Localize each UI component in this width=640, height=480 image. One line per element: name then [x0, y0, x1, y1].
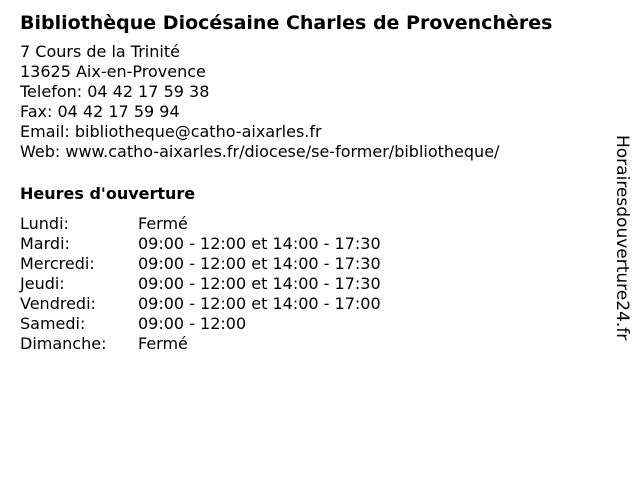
page-title: Bibliothèque Diocésaine Charles de Provenchères [20, 12, 553, 34]
day-label: Dimanche: [20, 334, 107, 353]
hours-row-wednesday [20, 254, 381, 274]
day-hours: 09:00 - 12:00 et 14:00 - 17:30 [138, 234, 381, 253]
address-city: 13625 Aix-en-Provence [20, 62, 206, 81]
address-street: 7 Cours de la Trinité [20, 42, 180, 61]
day-label: Mercredi: [20, 254, 95, 273]
day-hours: 09:00 - 12:00 et 14:00 - 17:00 [138, 294, 381, 313]
day-hours: 09:00 - 12:00 [138, 314, 247, 333]
day-label: Jeudi: [20, 274, 65, 293]
hours-row-monday [20, 214, 381, 234]
website-url: Web: www.catho-aixarles.fr/diocese/se-former/bibliotheque/ [20, 142, 500, 161]
hours-row-friday [20, 294, 381, 314]
opening-hours-card [20, 10, 610, 354]
contact-block [20, 42, 610, 162]
hours-table [20, 214, 381, 354]
day-hours: Fermé [138, 334, 188, 353]
day-hours: 09:00 - 12:00 et 14:00 - 17:30 [138, 254, 381, 273]
day-label: Vendredi: [20, 294, 96, 313]
day-label: Lundi: [20, 214, 69, 233]
email-address: Email: bibliotheque@catho-aixarles.fr [20, 122, 322, 141]
source-watermark [612, 135, 632, 373]
day-hours: Fermé [138, 214, 188, 233]
fax-number: Fax: 04 42 17 59 94 [20, 102, 180, 121]
hours-row-thursday [20, 274, 381, 294]
day-label: Mardi: [20, 234, 70, 253]
day-hours: 09:00 - 12:00 et 14:00 - 17:30 [138, 274, 381, 293]
hours-row-saturday [20, 314, 381, 334]
watermark-text: Horairesdouverture24.fr [612, 135, 632, 341]
hours-heading: Heures d'ouverture [20, 184, 196, 203]
day-label: Samedi: [20, 314, 86, 333]
hours-row-sunday [20, 334, 381, 354]
hours-row-tuesday [20, 234, 381, 254]
phone-number: Telefon: 04 42 17 59 38 [20, 82, 210, 101]
